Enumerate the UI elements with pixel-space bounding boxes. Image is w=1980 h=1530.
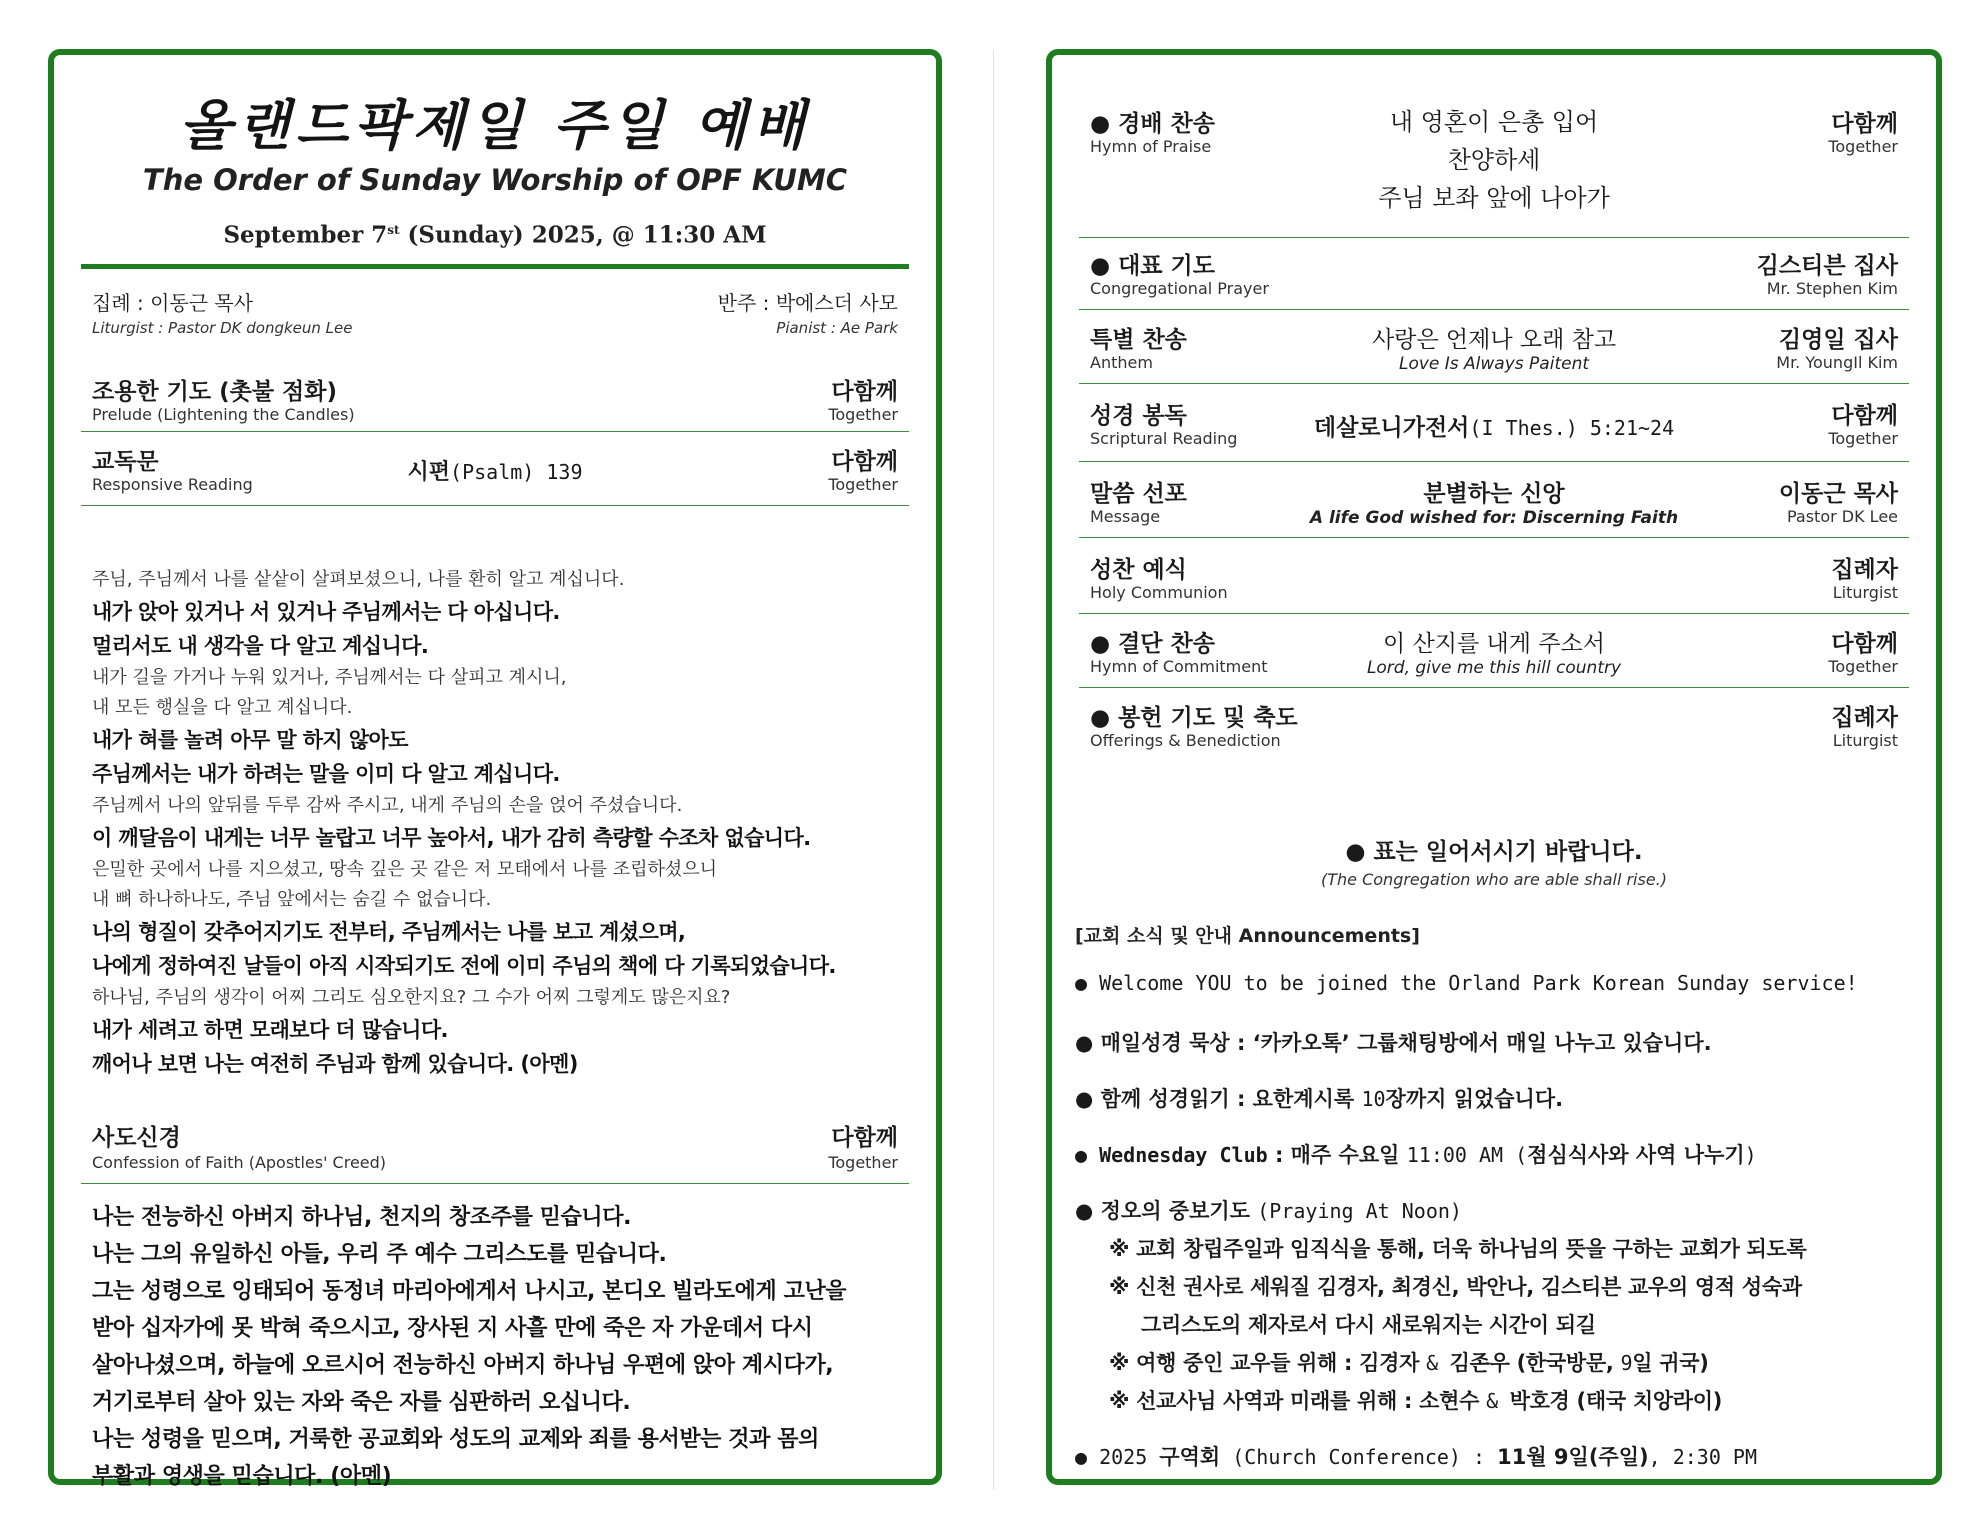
responsive-reading-text [92,565,898,1081]
travelers-day: 9 [1620,1351,1633,1375]
prelude-en: Prelude (Lightening the Candles) [92,405,355,424]
prayer-who-ko: 김스티븐 집사 [1756,253,1898,279]
reading-line: 나의 형질이 갖추어지기도 전부터, 주님께서는 나를 보고 계셨으며, [92,920,686,944]
prayer-note-missionary [1109,1385,1722,1415]
praise-hymn-title [1079,103,1909,217]
praise-hymn-line: 찬양하세 [1447,146,1541,174]
missionary-c: 박호경 (태국 치앙라이) [1509,1389,1723,1413]
announcement-church-conference [1075,1441,1916,1471]
congregational-prayer-row [1079,239,1909,310]
conf-date: 11월 9일(주일) [1497,1445,1649,1469]
reading-line: 깨어나 보면 나는 여전히 주님과 함께 있습니다. (아멘) [92,1052,578,1076]
prelude-who-en: Together [828,405,898,424]
anthem-who-en: Mr. YoungIl Kim [1776,353,1898,372]
reading-line: 내가 길을 가거나 누워 있거나, 주님께서는 다 살피고 계시니, [92,667,567,688]
praise-hymn-line: 내 영혼이 은총 입어 [1389,108,1599,136]
prayer-note-travelers [1109,1347,1709,1377]
reading-line: 나에게 정하여진 날들이 아직 시작되기도 전에 이미 주님의 책에 다 기록되었습니다. [92,954,836,978]
message-who-ko: 이동근 목사 [1778,481,1898,507]
bulletin-title-english: The Order of Sunday Worship of OPF KUMC [142,163,848,197]
header-rule [81,264,909,269]
anthem-title-en: Love Is Always Paitent [1398,354,1590,374]
offering-who-en: Liturgist [1832,731,1898,750]
announcement-bible-meditation [1075,1027,1916,1057]
hymn-of-praise-row [1079,97,1909,238]
praise-ko: ● 경배 찬송 [1090,111,1215,137]
creed-line: 나는 전능하신 아버지 하나님, 천지의 창조주를 믿습니다. [92,1205,632,1230]
reading-line: 주님, 주님께서 나를 샅샅이 살펴보셨으니, 나를 환히 알고 계십니다. [92,569,625,590]
creed-who-en: Together [828,1153,898,1172]
reading-line: 내가 세려고 하면 모래보다 더 많습니다. [92,1018,448,1042]
responsive-who-en: Together [828,475,898,494]
prayer-en: Congregational Prayer [1090,279,1269,298]
creed-row [81,1113,909,1184]
message-ko: 말씀 선포 [1090,481,1187,507]
travelers-e: 일 귀국) [1632,1351,1709,1375]
scripture-title-en: (I Thes.) 5:21~24 [1469,416,1675,440]
message-who-en: Pastor DK Lee [1786,507,1898,526]
scripture-who-en: Together [1828,429,1898,448]
travelers-c: 김존우 (한국방문, [1449,1351,1621,1375]
anthem-ko: 특별 찬송 [1090,327,1187,353]
reading-line: 이 깨달음이 내게는 너무 놀랍고 너무 높아서, 내가 감히 측량할 수조차 없습니다. [92,826,811,850]
creed-line: 그는 성령으로 잉태되어 동정녀 마리아에게서 나시고, 본디오 빌라도에게 고난을 [92,1279,847,1304]
responsive-title [81,455,909,486]
commitment-title-en: Lord, give me this hill country [1366,658,1622,678]
reading-line: 주님께서는 내가 하려는 말을 이미 다 알고 계십니다. [92,762,560,786]
creed-line: 나는 그의 유일하신 아들, 우리 주 예수 그리스도를 믿습니다. [92,1242,667,1267]
travelers-amp: & [1426,1351,1450,1375]
offering-en: Offerings & Benediction [1090,731,1281,750]
reading-line: 멀리서도 내 생각을 다 알고 계십니다. [92,634,429,658]
creed-line: 거기로부터 살아 있는 자와 죽은 자를 심판하러 오십니다. [92,1390,631,1415]
liturgist-en: Liturgist : Pastor DK dongkeun Lee [92,319,353,337]
noon-prayer-ko: ● 정오의 중보기도 [1075,1199,1258,1223]
order-continued-panel [1046,49,1942,1485]
club-time: 11:00 AM ( [1406,1143,1528,1167]
reading-line: 주님께서 나의 앞뒤를 두루 감싸 주시고, 내게 주님의 손을 얹어 주셨습니다. [92,795,683,816]
creed-line: 살아나셨으며, 하늘에 오르시어 전능하신 아버지 하나님 우편에 앉아 계시다가, [92,1353,834,1378]
reading-line: 하나님, 주님의 생각이 어찌 그리도 심오한지요? 그 수가 어찌 그렇게도 많은지요? [92,987,731,1008]
standing-instruction-ko: ● 표는 일어서시기 바랍니다. [1345,839,1643,865]
commitment-who-en: Together [1828,657,1898,676]
conf-time: , 2:30 PM [1648,1445,1757,1469]
service-date [54,213,936,253]
prelude-who-ko: 다함께 [831,379,898,405]
hymn-of-commitment-row [1079,615,1909,688]
anthem-title-ko: 사랑은 언제나 오래 참고 [1371,327,1617,353]
club-name: ● Wednesday Club [1075,1143,1268,1167]
scripture-title [1079,409,1909,442]
prayer-who-en: Mr. Stephen Kim [1766,279,1898,298]
anthem-row [1079,311,1909,384]
conf-year: ● 2025 [1075,1445,1160,1469]
bible-reading-text-a: ● 함께 성경읽기 : 요한계시록 [1075,1087,1362,1111]
message-en: Message [1090,507,1161,526]
prayer-note: ※ 신천 권사로 세워질 김경자, 최경신, 박안나, 김스티븐 교우의 영적 성숙과 [1109,1275,1802,1299]
apostles-creed-text [92,1199,898,1495]
order-of-worship-panel [48,49,942,1489]
missionary-amp: & [1486,1389,1510,1413]
responsive-en: Responsive Reading [92,475,253,494]
holy-communion-row [1079,539,1909,614]
anthem-en: Anthem [1090,353,1153,372]
pianist-en: Pianist : Ae Park [776,319,898,337]
offering-ko: ● 봉헌 기도 및 축도 [1090,705,1298,731]
scripture-title-ko: 데살로니가전서 [1313,415,1470,441]
reading-line: 내 모든 행실을 다 알고 계십니다. [92,697,353,718]
praise-hymn-line: 주님 보좌 앞에 나아가 [1378,184,1610,212]
announcement-bible-reading [1075,1083,1916,1113]
standing-instruction [1052,833,1936,889]
prayer-ko: ● 대표 기도 [1090,253,1215,279]
scripture-who-ko: 다함께 [1831,403,1898,429]
club-day: : 매주 수요일 [1267,1143,1407,1167]
bulletin-title-korean: 올랜드팍제일 주일 예배 [179,93,811,157]
standing-instruction-en: (The Congregation who are able shall rise.) [1321,870,1667,889]
reading-line: 내가 혀를 놀려 아무 말 하지 않아도 [92,728,408,752]
creed-line: 받아 십자가에 못 박혀 죽으시고, 장사된 지 사흘 만에 죽은 자 가운데서 다시 [92,1316,813,1341]
club-close-paren: ) [1744,1143,1757,1167]
missionary-a: ※ 선교사님 사역과 미래를 위해 : 소현수 [1109,1389,1487,1413]
responsive-title-ko: 시편 [407,460,451,485]
scripture-en: Scriptural Reading [1090,429,1238,448]
message-row [1079,463,1909,538]
bible-reading-chapter: 10 [1361,1087,1386,1111]
communion-ko: 성찬 예식 [1090,557,1187,583]
responsive-reading-row [81,433,909,506]
praise-who-en: Together [1828,137,1898,156]
service-date-day: September 7 [223,221,388,249]
conf-name-ko: 구역회 [1159,1445,1221,1469]
commitment-hymn-title [1079,625,1909,678]
noon-prayer-en: (Praying At Noon) [1257,1199,1462,1223]
praise-who-ko: 다함께 [1831,111,1898,137]
service-date-suffix: st [387,223,400,237]
praise-en: Hymn of Praise [1090,137,1212,156]
reading-line: 내가 앉아 있거나 서 있거나 주님께서는 다 아십니다. [92,600,560,624]
offerings-benediction-row [1079,689,1909,761]
scripture-ko: 성경 봉독 [1090,403,1187,429]
communion-en: Holy Communion [1090,583,1228,602]
club-activity: 점심식사와 사역 나누기 [1527,1143,1745,1167]
scripture-reading-row [1079,385,1909,462]
communion-who-ko: 집례자 [1831,557,1898,583]
bible-meditation-text: ● 매일성경 묵상 : ‘카카오톡’ 그룹채팅방에서 매일 나누고 있습니다. [1075,1031,1712,1055]
liturgist-info [92,289,353,339]
page-fold-divider [993,50,994,1490]
prayer-note-continued: 그리스도의 제자로서 다시 새로워지는 시간이 되길 [1141,1313,1596,1337]
announcement-noon-prayer [1075,1195,1916,1225]
commitment-who-ko: 다함께 [1831,631,1898,657]
pianist-info [718,289,898,339]
announcement-wednesday-club [1075,1139,1916,1169]
creed-ko: 사도신경 [92,1125,181,1151]
commitment-ko: ● 결단 찬송 [1090,631,1215,657]
responsive-who-ko: 다함께 [831,449,898,475]
announcement-welcome [1075,971,1916,995]
creed-line: 나는 성령을 믿으며, 거룩한 공교회와 성도의 교제와 죄를 용서받는 것과 몸의 [92,1427,819,1452]
commitment-title-ko: 이 산지를 내게 주소서 [1383,631,1605,657]
announcements-heading: [교회 소식 및 안내 Announcements] [1075,925,1420,947]
creed-en: Confession of Faith (Apostles' Creed) [92,1153,387,1172]
prelude-ko: 조용한 기도 (촛불 점화) [92,379,338,405]
responsive-title-en: (Psalm) 139 [450,460,583,484]
pianist-ko: 반주 : 박에스더 사모 [717,291,898,315]
sermon-title-ko: 분별하는 신앙 [1423,481,1565,507]
creed-line: 부활과 영생을 믿습니다. (아멘) [92,1464,392,1489]
communion-who-en: Liturgist [1832,583,1898,602]
reading-line: 은밀한 곳에서 나를 지으셨고, 땅속 깊은 곳 같은 저 모태에서 나를 조립하셨으니 [92,859,718,880]
bulletin-header [54,93,936,253]
service-date-time: (Sunday) 2025, @ 11:30 AM [399,221,767,249]
commitment-en: Hymn of Commitment [1090,657,1268,676]
liturgist-ko: 집례 : 이동근 목사 [92,291,254,315]
bible-reading-text-c: 장까지 읽었습니다. [1385,1087,1564,1111]
reading-line: 내 뼈 하나하나도, 주님 앞에서는 숨길 수 없습니다. [92,889,492,910]
conf-name-en: (Church Conference) : [1220,1445,1498,1469]
responsive-ko: 교독문 [92,449,159,475]
welcome-text: ● Welcome YOU to be joined the Orland Park Korean Sunday service! [1075,971,1858,995]
prayer-note: ※ 교회 창립주일과 임직식을 통해, 더욱 하나님의 뜻을 구하는 교회가 되도록 [1109,1237,1807,1261]
travelers-a: ※ 여행 중인 교우들 위해 : 김경자 [1109,1351,1427,1375]
sermon-title-en: A life God wished for: Discerning Faith [1309,508,1679,528]
anthem-who-ko: 김영일 집사 [1778,327,1898,353]
prelude-row [81,367,909,432]
creed-who-ko: 다함께 [831,1125,898,1151]
offering-who-ko: 집례자 [1831,705,1898,731]
